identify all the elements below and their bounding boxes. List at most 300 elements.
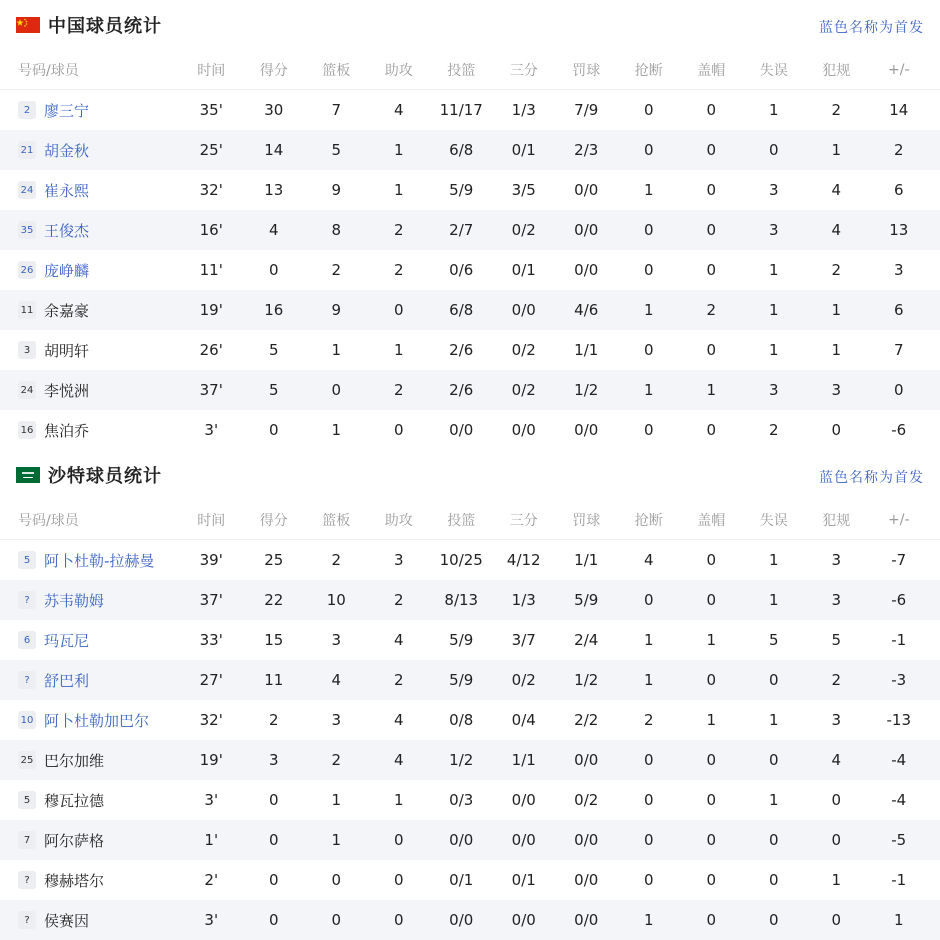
jersey-number-badge: 5 (18, 551, 36, 569)
column-header[interactable]: 抢断 (634, 62, 663, 79)
stat-cell: 1/1 (574, 551, 599, 569)
stat-cell: 16 (264, 301, 284, 319)
column-header[interactable]: 失误 (759, 62, 788, 79)
stat-cell: -6 (891, 591, 907, 609)
stat-cell: 26' (199, 341, 223, 359)
player-name[interactable]: 巴尔加维 (44, 751, 105, 770)
stat-cell: 15 (264, 631, 284, 649)
stat-cell: 2/4 (574, 631, 599, 649)
stat-cell: 6 (893, 181, 904, 199)
stat-cell: 4 (393, 101, 404, 119)
stat-cell: -7 (891, 551, 907, 569)
stat-cell: 1 (643, 301, 654, 319)
stat-cell: 3 (831, 591, 842, 609)
stat-cell: 0 (706, 831, 717, 849)
stat-cell: 0 (706, 341, 717, 359)
player-name[interactable]: 阿尔萨格 (44, 831, 105, 850)
jersey-number-badge: ? (18, 671, 36, 689)
china-flag-icon (16, 17, 40, 33)
stat-cell: 0 (831, 791, 842, 809)
stat-cell: 10/25 (439, 551, 483, 569)
stat-cell: 32' (199, 711, 223, 729)
stat-cell: 3' (204, 911, 219, 929)
table-header-row (0, 500, 940, 540)
stat-cell: 3 (393, 551, 404, 569)
stat-cell: 1 (768, 101, 779, 119)
stat-cell: 0 (643, 221, 654, 239)
stat-cell: 2 (393, 591, 404, 609)
stat-cell: 3 (331, 631, 342, 649)
player-row[interactable] (0, 540, 940, 580)
stat-cell: 0 (393, 911, 404, 929)
player-row[interactable] (0, 290, 940, 330)
player-row[interactable] (0, 410, 940, 450)
stat-cell: 0 (393, 421, 404, 439)
stat-cell: 3' (204, 791, 219, 809)
player-name[interactable]: 焦泊乔 (44, 421, 90, 440)
player-cell[interactable] (0, 710, 180, 731)
stat-cell: 2 (331, 551, 342, 569)
player-name[interactable]: 玛瓦尼 (44, 631, 90, 650)
stat-cell: 1 (768, 301, 779, 319)
player-name[interactable]: 王俊杰 (44, 221, 90, 240)
player-name[interactable]: 苏韦勒姆 (44, 591, 105, 610)
player-name[interactable]: 胡明轩 (44, 341, 90, 360)
column-header[interactable]: 助攻 (384, 512, 413, 529)
stat-cell: 0 (831, 911, 842, 929)
stat-cell: 0 (643, 831, 654, 849)
stat-cell: 0/0 (574, 911, 599, 929)
stat-cell: 0 (268, 791, 279, 809)
stat-cell: 4 (393, 711, 404, 729)
stat-cell: 10 (326, 591, 346, 609)
player-cell[interactable] (0, 180, 180, 201)
stat-cell: 2 (393, 671, 404, 689)
stat-cell: 4 (831, 181, 842, 199)
jersey-number-badge: ? (18, 591, 36, 609)
stat-cell: 2 (768, 421, 779, 439)
stat-cell: 1 (331, 421, 342, 439)
table-header-row (0, 50, 940, 90)
column-header[interactable]: 投篮 (447, 512, 476, 529)
stat-cell: 1 (643, 181, 654, 199)
stat-cell: -3 (891, 671, 907, 689)
stat-cell: 3 (768, 381, 779, 399)
stat-cell: 11' (199, 261, 223, 279)
stat-cell: 2 (331, 751, 342, 769)
stat-cell: 2 (706, 301, 717, 319)
column-header[interactable]: 得分 (259, 512, 288, 529)
column-header[interactable]: 犯规 (822, 62, 851, 79)
stat-cell: 1 (331, 831, 342, 849)
player-cell[interactable] (0, 260, 180, 281)
column-header[interactable]: 盖帽 (697, 512, 726, 529)
jersey-number-badge: 5 (18, 791, 36, 809)
player-name[interactable]: 阿卜杜勒加巴尔 (44, 711, 150, 730)
player-name[interactable]: 胡金秋 (44, 141, 90, 160)
team-title-bar (0, 0, 940, 50)
stat-cell: 2' (204, 871, 219, 889)
stat-cell: 1 (706, 711, 717, 729)
stat-cell: -4 (891, 751, 907, 769)
stat-cell: 0/0 (574, 751, 599, 769)
player-name[interactable]: 侯赛因 (44, 911, 90, 930)
player-name[interactable]: 崔永熙 (44, 181, 90, 200)
team-heading (16, 462, 162, 488)
player-row[interactable] (0, 250, 940, 290)
column-header[interactable]: 三分 (509, 512, 538, 529)
column-header[interactable]: 三分 (509, 62, 538, 79)
column-header[interactable]: 犯规 (822, 512, 851, 529)
stat-cell: 0 (643, 591, 654, 609)
stat-cell: 0 (331, 871, 342, 889)
stat-cell: 1 (393, 141, 404, 159)
stat-cell: 6/8 (449, 301, 474, 319)
stat-cell: 0/1 (449, 871, 474, 889)
stat-cell: 2 (393, 221, 404, 239)
player-row[interactable] (0, 90, 940, 130)
stat-cell: 0 (768, 911, 779, 929)
stat-cell: 0 (706, 221, 717, 239)
stat-cell: 0 (706, 421, 717, 439)
stat-cell: 1 (331, 791, 342, 809)
player-name[interactable]: 廖三宁 (44, 101, 90, 120)
stat-cell: 0 (643, 751, 654, 769)
stat-cell: 0/0 (574, 871, 599, 889)
stat-cell: 7/9 (574, 101, 599, 119)
stat-cell: 1/1 (574, 341, 599, 359)
stat-cell: 0/0 (449, 911, 474, 929)
stat-cell: 1 (393, 791, 404, 809)
stat-cell: 0/2 (511, 381, 536, 399)
player-row[interactable] (0, 210, 940, 250)
stat-cell: 0 (768, 831, 779, 849)
stat-cell: 3 (331, 711, 342, 729)
player-cell[interactable] (0, 220, 180, 241)
stat-cell: 1 (643, 671, 654, 689)
team-section (0, 450, 940, 940)
player-row[interactable] (0, 860, 940, 900)
stat-cell: 30 (264, 101, 284, 119)
player-cell[interactable] (0, 140, 180, 161)
column-header[interactable]: 时间 (197, 512, 226, 529)
stat-cell: 25' (199, 141, 223, 159)
jersey-number-badge: 3 (18, 341, 36, 359)
stat-cell: 0/1 (511, 261, 536, 279)
stat-cell: 0/2 (511, 671, 536, 689)
stat-cell: 0/6 (449, 261, 474, 279)
jersey-number-badge: 26 (18, 261, 36, 279)
stat-cell: 11/17 (439, 101, 483, 119)
stat-cell: 0/0 (574, 261, 599, 279)
jersey-number-badge: 10 (18, 711, 36, 729)
stat-cell: 0 (706, 871, 717, 889)
stat-cell: 2/6 (449, 341, 474, 359)
jersey-number-badge: 35 (18, 221, 36, 239)
stat-cell: 14 (264, 141, 284, 159)
stat-cell: 2 (393, 381, 404, 399)
starter-legend-note: 蓝色名称为首发 (819, 20, 924, 36)
stat-cell: 5/9 (449, 671, 474, 689)
stat-cell: 0 (393, 871, 404, 889)
team-title: 沙特球员统计 (48, 466, 162, 487)
column-header[interactable]: 助攻 (384, 62, 413, 79)
stat-cell: 3/7 (511, 631, 536, 649)
stat-cell: -6 (891, 421, 907, 439)
player-name[interactable]: 舒巴利 (44, 671, 90, 690)
stat-cell: 0 (831, 831, 842, 849)
stat-cell: 2 (643, 711, 654, 729)
stat-cell: -13 (886, 711, 911, 729)
stat-cell: 3 (831, 711, 842, 729)
stat-cell: 0 (393, 831, 404, 849)
stat-cell: 1 (643, 911, 654, 929)
stat-cell: 0 (706, 141, 717, 159)
stat-cell: 0 (706, 261, 717, 279)
stat-cell: 3/5 (511, 181, 536, 199)
stat-cell: 1 (768, 551, 779, 569)
stat-cell: 0/0 (511, 301, 536, 319)
stat-cell: 1 (643, 631, 654, 649)
player-row[interactable] (0, 700, 940, 740)
player-name[interactable]: 庞峥麟 (44, 261, 90, 280)
stat-cell: 0 (331, 381, 342, 399)
player-row[interactable] (0, 130, 940, 170)
stat-cell: 0/3 (449, 791, 474, 809)
stat-cell: 35' (199, 101, 223, 119)
player-name[interactable]: 李悦洲 (44, 381, 90, 400)
player-name[interactable]: 余嘉豪 (44, 301, 90, 320)
stat-cell: 0 (643, 261, 654, 279)
stat-cell: 1/3 (511, 101, 536, 119)
player-row[interactable] (0, 900, 940, 940)
player-row[interactable] (0, 330, 940, 370)
stat-cell: 4 (268, 221, 279, 239)
team-heading (16, 12, 162, 38)
stat-cell: 37' (199, 381, 223, 399)
stat-cell: 6 (893, 301, 904, 319)
stat-cell: 1 (768, 341, 779, 359)
stat-cell: 1 (393, 181, 404, 199)
player-name[interactable]: 阿卜杜勒-拉赫曼 (44, 551, 155, 570)
stat-cell: 1 (893, 911, 904, 929)
stat-cell: 32' (199, 181, 223, 199)
player-cell[interactable] (0, 790, 180, 811)
player-cell[interactable] (0, 670, 180, 691)
jersey-number-badge: 16 (18, 421, 36, 439)
stat-cell: 2 (331, 261, 342, 279)
stat-cell: 1/3 (511, 591, 536, 609)
stat-cell: 2 (831, 101, 842, 119)
stat-cell: 19' (199, 751, 223, 769)
stat-cell: 5/9 (449, 181, 474, 199)
stat-cell: 0/0 (574, 421, 599, 439)
stat-cell: 1 (831, 141, 842, 159)
stat-cell: 0/0 (574, 181, 599, 199)
stat-cell: 0 (706, 911, 717, 929)
stat-cell: 9 (331, 301, 342, 319)
stat-cell: -1 (891, 631, 907, 649)
stat-cell: 0/2 (574, 791, 599, 809)
column-header[interactable]: 号码/球员 (18, 62, 79, 79)
stat-cell: 37' (199, 591, 223, 609)
column-header[interactable]: 得分 (259, 62, 288, 79)
column-header[interactable]: 篮板 (322, 62, 351, 79)
player-row[interactable] (0, 170, 940, 210)
column-header[interactable]: 号码/球员 (18, 512, 79, 529)
stat-cell: 0 (643, 141, 654, 159)
jersey-number-badge: 6 (18, 631, 36, 649)
stat-cell: 14 (889, 101, 909, 119)
stat-cell: 0 (643, 341, 654, 359)
player-cell[interactable] (0, 910, 180, 931)
jersey-number-badge: 24 (18, 381, 36, 399)
player-cell[interactable] (0, 550, 180, 571)
stat-cell: 0 (768, 671, 779, 689)
column-header[interactable]: 罚球 (572, 62, 601, 79)
stat-cell: 0 (831, 421, 842, 439)
stat-cell: 0 (768, 871, 779, 889)
team-title: 中国球员统计 (48, 16, 162, 37)
stat-cell: 1/1 (511, 751, 536, 769)
stat-cell: 5/9 (574, 591, 599, 609)
stat-cell: 0 (768, 141, 779, 159)
column-header[interactable]: +/- (888, 61, 910, 78)
stat-cell: 27' (199, 671, 223, 689)
player-cell[interactable] (0, 830, 180, 851)
stat-cell: 0 (706, 101, 717, 119)
stat-cell: 4/6 (574, 301, 599, 319)
stat-cell: 0 (706, 751, 717, 769)
stat-cell: 0 (268, 421, 279, 439)
stat-cell: 4 (393, 631, 404, 649)
column-header[interactable]: 盖帽 (697, 62, 726, 79)
stat-cell: 0/2 (511, 341, 536, 359)
jersey-number-badge: ? (18, 911, 36, 929)
stat-cell: 0/0 (511, 421, 536, 439)
player-row[interactable] (0, 780, 940, 820)
stat-cell: 2/2 (574, 711, 599, 729)
jersey-number-badge: 2 (18, 101, 36, 119)
player-row[interactable] (0, 580, 940, 620)
stat-cell: 6/8 (449, 141, 474, 159)
stat-cell: 4/12 (506, 551, 541, 569)
stat-cell: 2/3 (574, 141, 599, 159)
column-header[interactable]: 抢断 (634, 512, 663, 529)
stat-cell: 0/2 (511, 221, 536, 239)
jersey-number-badge: 25 (18, 751, 36, 769)
column-header[interactable]: 投篮 (447, 62, 476, 79)
player-cell[interactable] (0, 870, 180, 891)
stat-cell: 5 (268, 341, 279, 359)
stat-cell: 22 (264, 591, 284, 609)
stat-cell: 1 (706, 631, 717, 649)
player-cell[interactable] (0, 420, 180, 441)
stat-cell: 1/2 (574, 381, 599, 399)
stat-cell: 0 (706, 591, 717, 609)
stat-cell: 1 (831, 301, 842, 319)
stat-cell: 0/1 (511, 141, 536, 159)
player-cell[interactable] (0, 340, 180, 361)
column-header[interactable]: 篮板 (322, 512, 351, 529)
stat-cell: 3 (831, 551, 842, 569)
stat-cell: 5/9 (449, 631, 474, 649)
jersey-number-badge: 7 (18, 831, 36, 849)
stat-cell: 0 (268, 261, 279, 279)
stat-cell: 39' (199, 551, 223, 569)
stat-cell: 3 (768, 181, 779, 199)
player-cell[interactable] (0, 380, 180, 401)
player-cell[interactable] (0, 750, 180, 771)
column-header[interactable]: 时间 (197, 62, 226, 79)
player-cell[interactable] (0, 100, 180, 121)
stat-cell: 0 (893, 381, 904, 399)
stat-cell: 0 (706, 551, 717, 569)
stat-cell: 8/13 (444, 591, 479, 609)
player-cell[interactable] (0, 630, 180, 651)
column-header[interactable]: 罚球 (572, 512, 601, 529)
jersey-number-badge: ? (18, 871, 36, 889)
stat-cell: 3 (268, 751, 279, 769)
player-name[interactable]: 穆赫塔尔 (44, 871, 105, 890)
stat-cell: 0/0 (511, 911, 536, 929)
column-header[interactable]: 失误 (759, 512, 788, 529)
stat-cell: 16' (199, 221, 223, 239)
stat-cell: 1 (393, 341, 404, 359)
stat-cell: 1 (643, 381, 654, 399)
stat-cell: 8 (331, 221, 342, 239)
stat-cell: 0 (643, 791, 654, 809)
stat-cell: 13 (889, 221, 909, 239)
player-name[interactable]: 穆瓦拉德 (44, 791, 105, 810)
player-row[interactable] (0, 740, 940, 780)
stat-cell: 0/0 (511, 831, 536, 849)
stat-cell: -4 (891, 791, 907, 809)
stat-cell: 1 (831, 341, 842, 359)
stat-cell: 1 (768, 711, 779, 729)
player-cell[interactable] (0, 590, 180, 611)
stat-cell: 0 (706, 181, 717, 199)
stat-cell: 1 (706, 381, 717, 399)
stat-cell: 4 (643, 551, 654, 569)
jersey-number-badge: 24 (18, 181, 36, 199)
player-row[interactable] (0, 820, 940, 860)
stat-cell: 7 (893, 341, 904, 359)
player-cell[interactable] (0, 300, 180, 321)
player-row[interactable] (0, 660, 940, 700)
starter-legend-note: 蓝色名称为首发 (819, 470, 924, 486)
stat-cell: 0/4 (511, 711, 536, 729)
stat-cell: 5 (768, 631, 779, 649)
stat-cell: 0 (268, 911, 279, 929)
stat-cell: 5 (331, 141, 342, 159)
stat-cell: 0 (331, 911, 342, 929)
stat-cell: 0 (768, 751, 779, 769)
stat-cell: 0/8 (449, 711, 474, 729)
stat-cell: 0/1 (511, 871, 536, 889)
stat-cell: 0 (268, 831, 279, 849)
team-section (0, 0, 940, 450)
stat-cell: 2/6 (449, 381, 474, 399)
column-header[interactable]: +/- (888, 511, 910, 528)
stat-cell: 4 (831, 221, 842, 239)
stat-cell: 1' (204, 831, 219, 849)
team-title-bar (0, 450, 940, 500)
stat-cell: 0/0 (511, 791, 536, 809)
stat-cell: 1 (768, 791, 779, 809)
player-row[interactable] (0, 370, 940, 410)
player-row[interactable] (0, 620, 940, 660)
